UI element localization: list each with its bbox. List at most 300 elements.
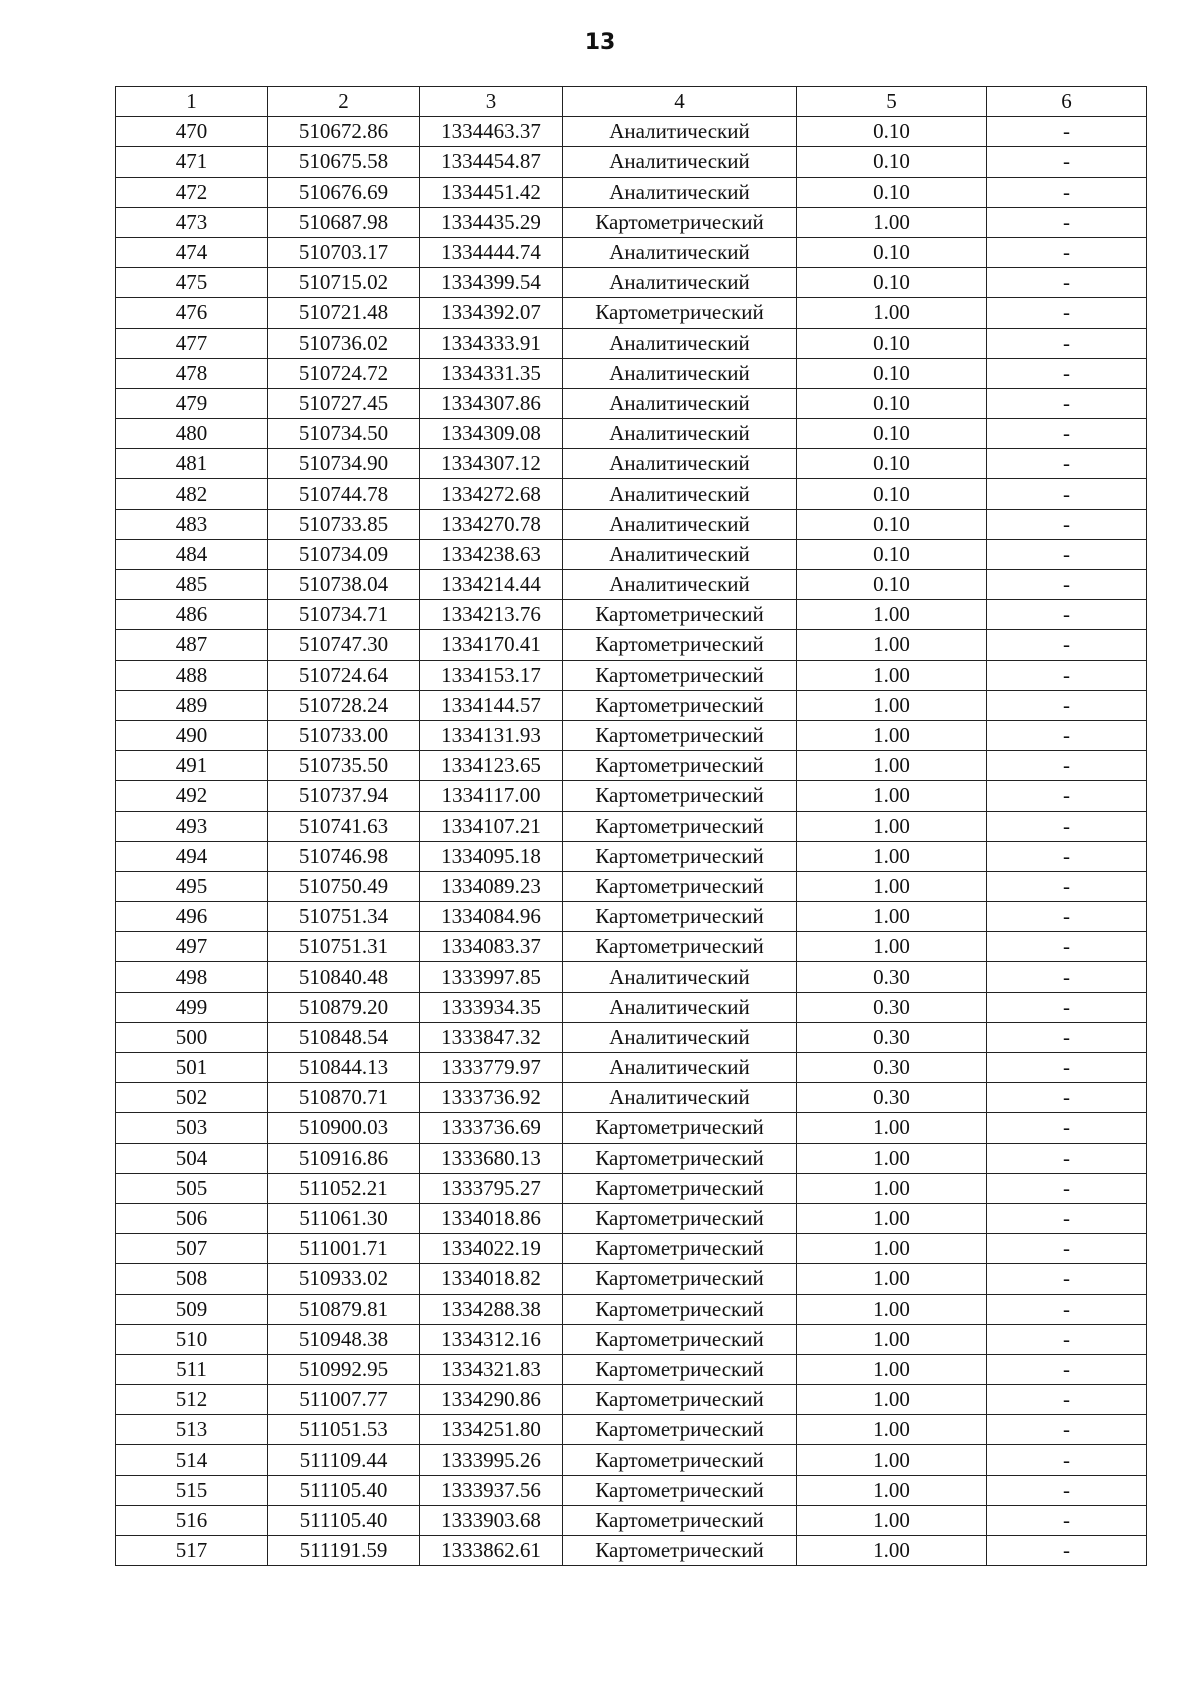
method-cell: Аналитический [563,328,797,358]
x-coordinate-cell: 511051.53 [268,1415,420,1445]
point-number-cell: 482 [116,479,268,509]
x-coordinate-cell: 511105.40 [268,1505,420,1535]
table-row [116,1113,1147,1143]
accuracy-cell: 1.00 [797,781,987,811]
y-coordinate-cell: 1334307.86 [420,388,563,418]
note-cell: - [987,1234,1147,1264]
point-number-cell: 493 [116,811,268,841]
y-coordinate-cell: 1334213.76 [420,600,563,630]
note-cell: - [987,1203,1147,1233]
table-row [116,479,1147,509]
point-number-cell: 480 [116,419,268,449]
y-coordinate-cell: 1334238.63 [420,539,563,569]
note-cell: - [987,992,1147,1022]
y-coordinate-cell: 1333736.69 [420,1113,563,1143]
method-cell: Картометрический [563,751,797,781]
x-coordinate-cell: 510933.02 [268,1264,420,1294]
table-row [116,207,1147,237]
y-coordinate-cell: 1334144.57 [420,690,563,720]
accuracy-cell: 0.10 [797,570,987,600]
note-cell: - [987,358,1147,388]
point-number-cell: 506 [116,1203,268,1233]
y-coordinate-cell: 1333903.68 [420,1505,563,1535]
x-coordinate-cell: 510879.20 [268,992,420,1022]
table-row [116,1083,1147,1113]
table-row [116,992,1147,1022]
table-row [116,1234,1147,1264]
point-number-cell: 502 [116,1083,268,1113]
column-header: 6 [987,87,1147,117]
table-row [116,388,1147,418]
note-cell: - [987,600,1147,630]
method-cell: Аналитический [563,268,797,298]
accuracy-cell: 0.30 [797,1022,987,1052]
method-cell: Картометрический [563,1445,797,1475]
note-cell: - [987,1415,1147,1445]
point-number-cell: 485 [116,570,268,600]
accuracy-cell: 0.10 [797,328,987,358]
note-cell: - [987,147,1147,177]
point-number-cell: 509 [116,1294,268,1324]
point-number-cell: 507 [116,1234,268,1264]
x-coordinate-cell: 511052.21 [268,1173,420,1203]
x-coordinate-cell: 510734.90 [268,449,420,479]
method-cell: Картометрический [563,1385,797,1415]
method-cell: Картометрический [563,1234,797,1264]
method-cell: Картометрический [563,630,797,660]
table-header-row [116,87,1147,117]
method-cell: Картометрический [563,902,797,932]
column-header: 3 [420,87,563,117]
point-number-cell: 508 [116,1264,268,1294]
accuracy-cell: 0.10 [797,509,987,539]
y-coordinate-cell: 1334214.44 [420,570,563,600]
x-coordinate-cell: 510735.50 [268,751,420,781]
x-coordinate-cell: 510724.72 [268,358,420,388]
table-row [116,1264,1147,1294]
note-cell: - [987,720,1147,750]
note-cell: - [987,117,1147,147]
y-coordinate-cell: 1334463.37 [420,117,563,147]
method-cell: Аналитический [563,419,797,449]
table-row [116,539,1147,569]
table-row [116,962,1147,992]
x-coordinate-cell: 511007.77 [268,1385,420,1415]
x-coordinate-cell: 510879.81 [268,1294,420,1324]
table-row [116,630,1147,660]
table-row [116,419,1147,449]
y-coordinate-cell: 1333997.85 [420,962,563,992]
table-row [116,1053,1147,1083]
point-number-cell: 492 [116,781,268,811]
x-coordinate-cell: 511191.59 [268,1536,420,1566]
method-cell: Картометрический [563,298,797,328]
x-coordinate-cell: 511061.30 [268,1203,420,1233]
y-coordinate-cell: 1334270.78 [420,509,563,539]
point-number-cell: 476 [116,298,268,328]
y-coordinate-cell: 1334454.87 [420,147,563,177]
y-coordinate-cell: 1334084.96 [420,902,563,932]
method-cell: Аналитический [563,358,797,388]
point-number-cell: 487 [116,630,268,660]
table-row [116,751,1147,781]
x-coordinate-cell: 510724.64 [268,660,420,690]
y-coordinate-cell: 1334018.82 [420,1264,563,1294]
table-row [116,570,1147,600]
y-coordinate-cell: 1334307.12 [420,449,563,479]
note-cell: - [987,268,1147,298]
accuracy-cell: 1.00 [797,690,987,720]
point-number-cell: 484 [116,539,268,569]
table-row [116,1203,1147,1233]
table-row [116,1536,1147,1566]
table-row [116,1324,1147,1354]
method-cell: Картометрический [563,1264,797,1294]
y-coordinate-cell: 1334123.65 [420,751,563,781]
point-number-cell: 515 [116,1475,268,1505]
point-number-cell: 514 [116,1445,268,1475]
note-cell: - [987,902,1147,932]
x-coordinate-cell: 510687.98 [268,207,420,237]
column-header: 5 [797,87,987,117]
note-cell: - [987,1445,1147,1475]
table-row [116,600,1147,630]
method-cell: Аналитический [563,449,797,479]
table-row [116,1143,1147,1173]
accuracy-cell: 1.00 [797,932,987,962]
table-row [116,1294,1147,1324]
point-number-cell: 483 [116,509,268,539]
table-row [116,147,1147,177]
table-row [116,509,1147,539]
y-coordinate-cell: 1334095.18 [420,841,563,871]
y-coordinate-cell: 1334444.74 [420,237,563,267]
point-number-cell: 471 [116,147,268,177]
method-cell: Аналитический [563,962,797,992]
note-cell: - [987,509,1147,539]
table-row [116,871,1147,901]
method-cell: Картометрический [563,1354,797,1384]
point-number-cell: 501 [116,1053,268,1083]
y-coordinate-cell: 1334333.91 [420,328,563,358]
point-number-cell: 517 [116,1536,268,1566]
point-number-cell: 475 [116,268,268,298]
point-number-cell: 513 [116,1415,268,1445]
method-cell: Картометрический [563,1324,797,1354]
accuracy-cell: 1.00 [797,841,987,871]
note-cell: - [987,419,1147,449]
note-cell: - [987,841,1147,871]
accuracy-cell: 0.10 [797,479,987,509]
x-coordinate-cell: 510747.30 [268,630,420,660]
x-coordinate-cell: 510751.34 [268,902,420,932]
accuracy-cell: 0.10 [797,268,987,298]
note-cell: - [987,1354,1147,1384]
x-coordinate-cell: 510737.94 [268,781,420,811]
y-coordinate-cell: 1334083.37 [420,932,563,962]
method-cell: Картометрический [563,1294,797,1324]
method-cell: Аналитический [563,177,797,207]
note-cell: - [987,1083,1147,1113]
x-coordinate-cell: 510728.24 [268,690,420,720]
accuracy-cell: 1.00 [797,1445,987,1475]
note-cell: - [987,539,1147,569]
method-cell: Картометрический [563,1536,797,1566]
method-cell: Картометрический [563,841,797,871]
y-coordinate-cell: 1334435.29 [420,207,563,237]
x-coordinate-cell: 510736.02 [268,328,420,358]
y-coordinate-cell: 1334288.38 [420,1294,563,1324]
note-cell: - [987,177,1147,207]
x-coordinate-cell: 510672.86 [268,117,420,147]
note-cell: - [987,751,1147,781]
y-coordinate-cell: 1333779.97 [420,1053,563,1083]
accuracy-cell: 0.10 [797,237,987,267]
accuracy-cell: 1.00 [797,1294,987,1324]
point-number-cell: 498 [116,962,268,992]
accuracy-cell: 1.00 [797,1354,987,1384]
method-cell: Картометрический [563,660,797,690]
table-row [116,177,1147,207]
table-row [116,237,1147,267]
point-number-cell: 490 [116,720,268,750]
page-number: 13 [584,30,616,55]
method-cell: Картометрический [563,1505,797,1535]
accuracy-cell: 1.00 [797,1143,987,1173]
method-cell: Картометрический [563,1415,797,1445]
y-coordinate-cell: 1333680.13 [420,1143,563,1173]
note-cell: - [987,1536,1147,1566]
method-cell: Картометрический [563,1475,797,1505]
accuracy-cell: 1.00 [797,1173,987,1203]
note-cell: - [987,1264,1147,1294]
note-cell: - [987,298,1147,328]
note-cell: - [987,1475,1147,1505]
method-cell: Картометрический [563,1113,797,1143]
note-cell: - [987,1053,1147,1083]
y-coordinate-cell: 1334321.83 [420,1354,563,1384]
accuracy-cell: 1.00 [797,1234,987,1264]
method-cell: Аналитический [563,388,797,418]
accuracy-cell: 1.00 [797,871,987,901]
point-number-cell: 478 [116,358,268,388]
method-cell: Картометрический [563,207,797,237]
table-row [116,902,1147,932]
method-cell: Картометрический [563,1143,797,1173]
x-coordinate-cell: 510734.09 [268,539,420,569]
note-cell: - [987,781,1147,811]
x-coordinate-cell: 510848.54 [268,1022,420,1052]
table-body [116,117,1147,1566]
coordinates-table [115,86,1147,1566]
x-coordinate-cell: 510741.63 [268,811,420,841]
note-cell: - [987,1505,1147,1535]
method-cell: Аналитический [563,1053,797,1083]
table-row [116,781,1147,811]
accuracy-cell: 1.00 [797,298,987,328]
x-coordinate-cell: 511001.71 [268,1234,420,1264]
point-number-cell: 516 [116,1505,268,1535]
method-cell: Картометрический [563,811,797,841]
note-cell: - [987,630,1147,660]
y-coordinate-cell: 1334107.21 [420,811,563,841]
x-coordinate-cell: 510746.98 [268,841,420,871]
accuracy-cell: 1.00 [797,1415,987,1445]
point-number-cell: 479 [116,388,268,418]
y-coordinate-cell: 1333937.56 [420,1475,563,1505]
accuracy-cell: 1.00 [797,1324,987,1354]
note-cell: - [987,449,1147,479]
method-cell: Аналитический [563,479,797,509]
note-cell: - [987,1022,1147,1052]
x-coordinate-cell: 510675.58 [268,147,420,177]
accuracy-cell: 1.00 [797,1385,987,1415]
point-number-cell: 486 [116,600,268,630]
note-cell: - [987,660,1147,690]
y-coordinate-cell: 1334331.35 [420,358,563,388]
accuracy-cell: 1.00 [797,811,987,841]
accuracy-cell: 0.30 [797,962,987,992]
y-coordinate-cell: 1334131.93 [420,720,563,750]
y-coordinate-cell: 1334170.41 [420,630,563,660]
accuracy-cell: 1.00 [797,660,987,690]
note-cell: - [987,1113,1147,1143]
x-coordinate-cell: 510750.49 [268,871,420,901]
x-coordinate-cell: 510734.71 [268,600,420,630]
method-cell: Аналитический [563,539,797,569]
accuracy-cell: 0.10 [797,388,987,418]
point-number-cell: 503 [116,1113,268,1143]
accuracy-cell: 1.00 [797,207,987,237]
method-cell: Аналитический [563,117,797,147]
note-cell: - [987,1143,1147,1173]
y-coordinate-cell: 1333862.61 [420,1536,563,1566]
y-coordinate-cell: 1334309.08 [420,419,563,449]
table-row [116,1415,1147,1445]
accuracy-cell: 0.10 [797,539,987,569]
point-number-cell: 477 [116,328,268,358]
accuracy-cell: 1.00 [797,1536,987,1566]
accuracy-cell: 0.30 [797,1083,987,1113]
note-cell: - [987,570,1147,600]
point-number-cell: 510 [116,1324,268,1354]
method-cell: Аналитический [563,1083,797,1113]
accuracy-cell: 0.10 [797,358,987,388]
y-coordinate-cell: 1334451.42 [420,177,563,207]
accuracy-cell: 0.30 [797,992,987,1022]
accuracy-cell: 1.00 [797,751,987,781]
table-row [116,449,1147,479]
method-cell: Картометрический [563,720,797,750]
method-cell: Аналитический [563,1022,797,1052]
y-coordinate-cell: 1334153.17 [420,660,563,690]
table-row [116,660,1147,690]
y-coordinate-cell: 1334272.68 [420,479,563,509]
note-cell: - [987,1294,1147,1324]
accuracy-cell: 1.00 [797,1475,987,1505]
column-header: 1 [116,87,268,117]
y-coordinate-cell: 1334089.23 [420,871,563,901]
table-row [116,328,1147,358]
method-cell: Аналитический [563,570,797,600]
table-row [116,720,1147,750]
x-coordinate-cell: 510676.69 [268,177,420,207]
method-cell: Аналитический [563,992,797,1022]
y-coordinate-cell: 1334399.54 [420,268,563,298]
point-number-cell: 489 [116,690,268,720]
point-number-cell: 512 [116,1385,268,1415]
x-coordinate-cell: 510738.04 [268,570,420,600]
table-row [116,1505,1147,1535]
x-coordinate-cell: 510992.95 [268,1354,420,1384]
x-coordinate-cell: 511105.40 [268,1475,420,1505]
point-number-cell: 470 [116,117,268,147]
method-cell: Картометрический [563,600,797,630]
y-coordinate-cell: 1334018.86 [420,1203,563,1233]
y-coordinate-cell: 1333736.92 [420,1083,563,1113]
accuracy-cell: 0.10 [797,419,987,449]
point-number-cell: 500 [116,1022,268,1052]
x-coordinate-cell: 510744.78 [268,479,420,509]
table-row [116,1022,1147,1052]
x-coordinate-cell: 511109.44 [268,1445,420,1475]
point-number-cell: 505 [116,1173,268,1203]
method-cell: Аналитический [563,509,797,539]
note-cell: - [987,388,1147,418]
column-header: 2 [268,87,420,117]
accuracy-cell: 0.10 [797,147,987,177]
note-cell: - [987,932,1147,962]
y-coordinate-cell: 1334117.00 [420,781,563,811]
accuracy-cell: 1.00 [797,1505,987,1535]
note-cell: - [987,328,1147,358]
note-cell: - [987,237,1147,267]
note-cell: - [987,811,1147,841]
accuracy-cell: 1.00 [797,1113,987,1143]
x-coordinate-cell: 510727.45 [268,388,420,418]
point-number-cell: 497 [116,932,268,962]
table-row [116,1445,1147,1475]
accuracy-cell: 1.00 [797,1203,987,1233]
method-cell: Аналитический [563,147,797,177]
point-number-cell: 495 [116,871,268,901]
accuracy-cell: 1.00 [797,902,987,932]
table-row [116,1354,1147,1384]
x-coordinate-cell: 510844.13 [268,1053,420,1083]
point-number-cell: 472 [116,177,268,207]
x-coordinate-cell: 510840.48 [268,962,420,992]
note-cell: - [987,1324,1147,1354]
table-row [116,1385,1147,1415]
method-cell: Картометрический [563,1173,797,1203]
table-row [116,811,1147,841]
x-coordinate-cell: 510948.38 [268,1324,420,1354]
method-cell: Картометрический [563,781,797,811]
table-row [116,117,1147,147]
x-coordinate-cell: 510721.48 [268,298,420,328]
table-row [116,268,1147,298]
point-number-cell: 488 [116,660,268,690]
note-cell: - [987,871,1147,901]
point-number-cell: 496 [116,902,268,932]
note-cell: - [987,479,1147,509]
table-row [116,690,1147,720]
note-cell: - [987,1385,1147,1415]
x-coordinate-cell: 510900.03 [268,1113,420,1143]
point-number-cell: 494 [116,841,268,871]
note-cell: - [987,207,1147,237]
table-row [116,1173,1147,1203]
